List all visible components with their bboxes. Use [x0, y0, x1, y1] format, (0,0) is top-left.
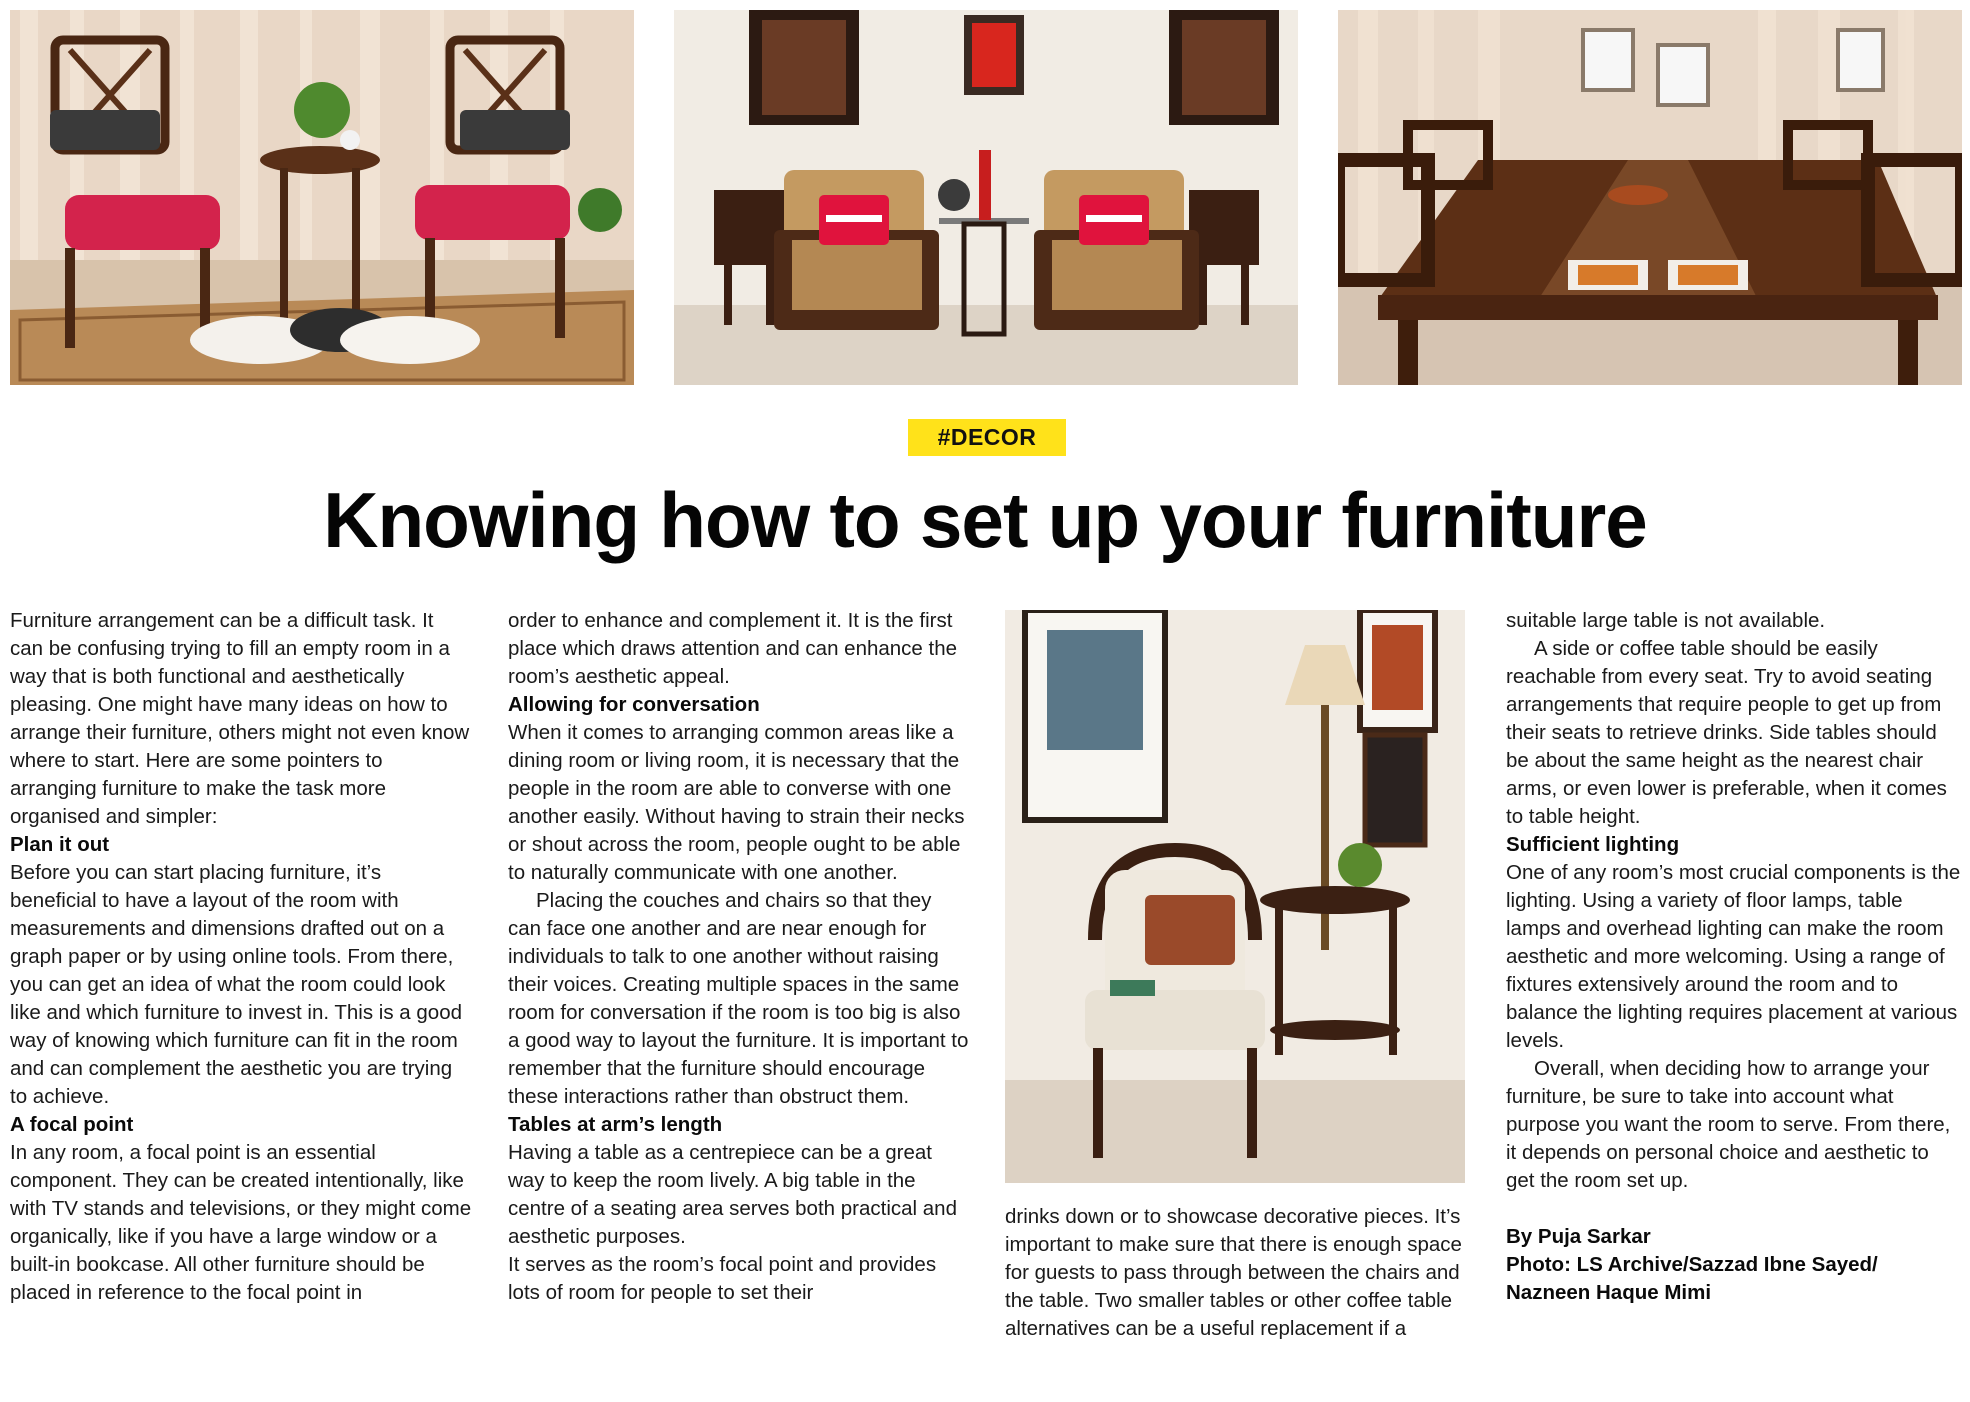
paragraph-tables-continued: drinks down or to showcase decorative pieces. It’s important to make sure that there is enough space for guests to pass through between the chairs and the table. Two smaller tables or other coffee table alternatives can be a useful replacement if a: [1005, 1205, 1462, 1340]
photo-credit-line-2: Nazneen Haque Mimi: [1506, 1281, 1712, 1304]
photo-dining-table: [1338, 10, 1962, 385]
paragraph-side-tables: A side or coffee table should be easily reachable from every seat. Try to avoid seating arrangements that require people to get up from their seats to retrieve drinks. Side tables should be about the same height as the nearest chair arms, or even lower is preferable, when it comes to table height.: [1506, 637, 1947, 828]
paragraph-conversation-2: Placing the couches and chairs so that they can face one another and are near enough for individuals to talk to one another without raising their voices. Creating multiple spaces in the same room for conversation if the room is too big is also a good way to layout the furniture. It is important to remember that the furniture should encourage these interactions rather than obstruct them.: [508, 889, 969, 1108]
paragraph-overall: Overall, when deciding how to arrange your furniture, be sure to take into account what purpose you want the room to serve. From there, it depends on personal choice and aesthetic to get the room set up.: [1506, 1057, 1951, 1192]
paragraph-tables-2: It serves as the room’s focal point and provides lots of room for people to set their: [508, 1253, 937, 1304]
photo-credit-line-1: Photo: LS Archive/Sazzad Ibne Sayed/: [1506, 1253, 1878, 1276]
photo-chairs-with-round-table: [10, 10, 634, 385]
photo-armchairs-with-artwork: [674, 10, 1298, 385]
paragraph-lighting: One of any room’s most crucial components is the lighting. Using a variety of floor lamps, table lamps and overhead lighting can make the room aesthetic and more welcoming. Using a range of fixtures extensively around the room and to balance the lighting requires placement at various levels.: [1506, 861, 1961, 1052]
photo-reading-corner-chair: [1005, 610, 1465, 1183]
subhead-sufficient-lighting: Sufficient lighting: [1506, 833, 1680, 856]
article-column-2: [508, 607, 970, 1307]
subhead-focal-point: A focal point: [10, 1113, 134, 1136]
subhead-plan-it-out: Plan it out: [10, 833, 110, 856]
paragraph-conversation-1: When it comes to arranging common areas like a dining room or living room, it is necessary that the people in the room are able to converse with one another easily. Without having to strain their necks or shout across the room, people ought to be able to naturally communicate with one another.: [508, 721, 965, 884]
credits-block: [1506, 1223, 1962, 1307]
article-column-4: [1506, 607, 1962, 1307]
paragraph-focal-point: In any room, a focal point is an essential component. They can be created intentionally, like with TV stands and televisions, or they might come organically, like if you have a large window or a built-in bookcase. All other furniture should be placed in reference to the focal point in: [10, 1141, 472, 1304]
intro-paragraph: Furniture arrangement can be a difficult task. It can be confusing trying to fill an empty room in a way that is both functional and aesthetically pleasing. One might have many ideas on how to arrange their furniture, others might not even know where to start. Here are some pointers to arranging furniture to make the task more organised and simpler:: [10, 609, 470, 828]
headline: Knowing how to set up your furniture: [323, 476, 1647, 564]
article-column-3: [1005, 1203, 1467, 1343]
paragraph-plan-it-out: Before you can start placing furniture, it’s beneficial to have a layout of the room with measurements and dimensions drafted out on a graph paper or by using online tools. From there, you can get an idea of what the room could look like and which furniture to invest in. This is a good way of knowing which furniture can fit in the room and can complement the aesthetic you are trying to achieve.: [10, 861, 463, 1108]
article-column-1: [10, 607, 472, 1307]
paragraph-focal-point-continued: order to enhance and complement it. It is the first place which draws attention and can enhance the room’s aesthetic appeal.: [508, 609, 958, 688]
subhead-tables-at-arms-length: Tables at arm’s length: [508, 1113, 723, 1136]
subhead-allowing-for-conversation: Allowing for conversation: [508, 693, 760, 716]
paragraph-tables-end: suitable large table is not available.: [1506, 609, 1826, 632]
byline: By Puja Sarkar: [1506, 1225, 1651, 1248]
paragraph-tables-1: Having a table as a centrepiece can be a great way to keep the room lively. A big table in the centre of a seating area serves both practical and aesthetic purposes.: [508, 1141, 957, 1248]
section-tag: #DECOR: [908, 419, 1066, 456]
